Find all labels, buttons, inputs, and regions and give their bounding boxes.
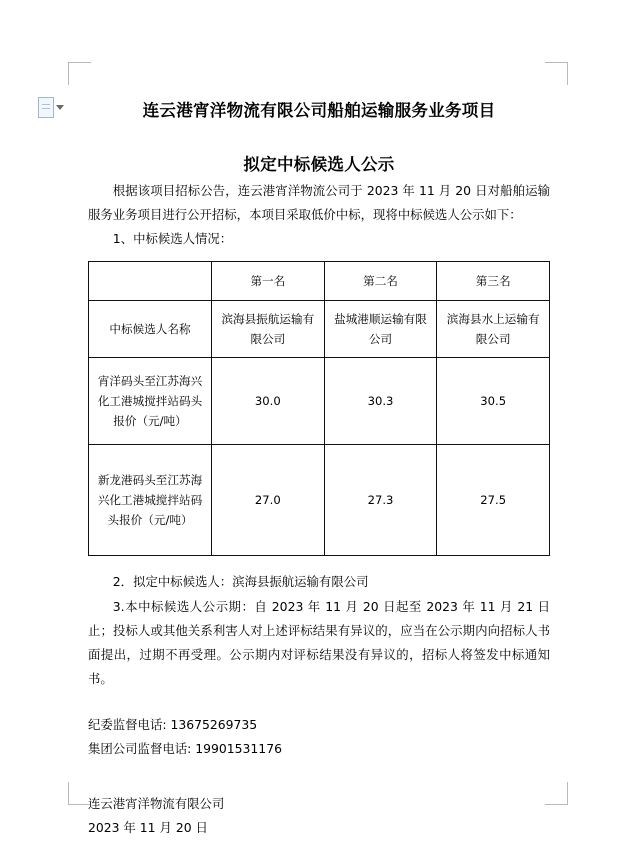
table-header-rank-2: 第二名: [324, 262, 437, 301]
crop-mark-top-left: [68, 62, 91, 85]
bid-candidates-table: [88, 261, 550, 556]
cell-route-1-price-3: 30.5: [437, 358, 550, 445]
table-header-rank-1: 第一名: [212, 262, 325, 301]
cell-route-2-price-1: 27.0: [212, 445, 325, 556]
signature-date: 2023 年 11 月 20 日: [88, 819, 208, 835]
section-3-text: 3.本中标候选人公示期：自 2023 年 11 月 20 日起至 2023 年 11 月 21 日止；投标人或其他关系利害人对上述评标结果有异议的，应当在公示期内向招标人书面提出，过期不再受理。公示期内对评标结果没有异议的，招标人将签发中标通知书。: [88, 598, 550, 687]
row-label-route-1: 宵洋码头至江苏海兴化工港城搅拌站码头报价（元/吨）: [89, 358, 212, 445]
table-header-rank-3: 第三名: [437, 262, 550, 301]
cell-candidate-name-3: 滨海县水上运输有限公司: [437, 301, 550, 358]
page-subtitle: 拟定中标候选人公示: [243, 155, 395, 175]
contact-discipline-phone: 纪委监督电话: 13675269735: [88, 717, 258, 733]
table-row: [89, 445, 550, 556]
cell-route-1-price-2: 30.3: [324, 358, 437, 445]
page-title: 连云港宵洋物流有限公司船舶运输服务业务项目: [142, 101, 496, 120]
cell-route-2-price-3: 27.5: [437, 445, 550, 556]
section-1-heading: 1、中标候选人情况：: [112, 231, 233, 247]
contact-block: [88, 713, 550, 761]
table-header-blank: [89, 262, 212, 301]
table-header-row: [89, 262, 550, 301]
table-row: [89, 301, 550, 358]
intro-paragraph: 根据该项目招标公告，连云港宵洋物流公司于 2023 年 11 月 20 日对船舶运输服务业务项目进行公开招标，本项目采取低价中标，现将中标候选人公示如下：: [88, 182, 550, 222]
document-icon[interactable]: [38, 96, 64, 118]
table-row: [89, 358, 550, 445]
cell-candidate-name-2: 盐城港顺运输有限公司: [324, 301, 437, 358]
section-2-text: 2．拟定中标候选人：滨海县振航运输有限公司: [112, 574, 369, 590]
document-body: [88, 86, 550, 840]
row-label-candidate-name: 中标候选人名称: [89, 301, 212, 358]
signature-block: [88, 792, 550, 840]
contact-group-phone: 集团公司监督电话: 19901531176: [88, 741, 282, 757]
cell-route-1-price-1: 30.0: [212, 358, 325, 445]
sections-after-table: [88, 570, 550, 691]
crop-mark-top-right: [545, 62, 568, 85]
signature-company: 连云港宵洋物流有限公司: [88, 795, 225, 811]
document-sheet-icon: [38, 97, 54, 118]
cell-route-2-price-2: 27.3: [324, 445, 437, 556]
chevron-down-icon[interactable]: [56, 105, 64, 110]
row-label-route-2: 新龙港码头至江苏海兴化工港城搅拌站码头报价（元/吨）: [89, 445, 212, 556]
cell-candidate-name-1: 滨海县振航运输有限公司: [212, 301, 325, 358]
